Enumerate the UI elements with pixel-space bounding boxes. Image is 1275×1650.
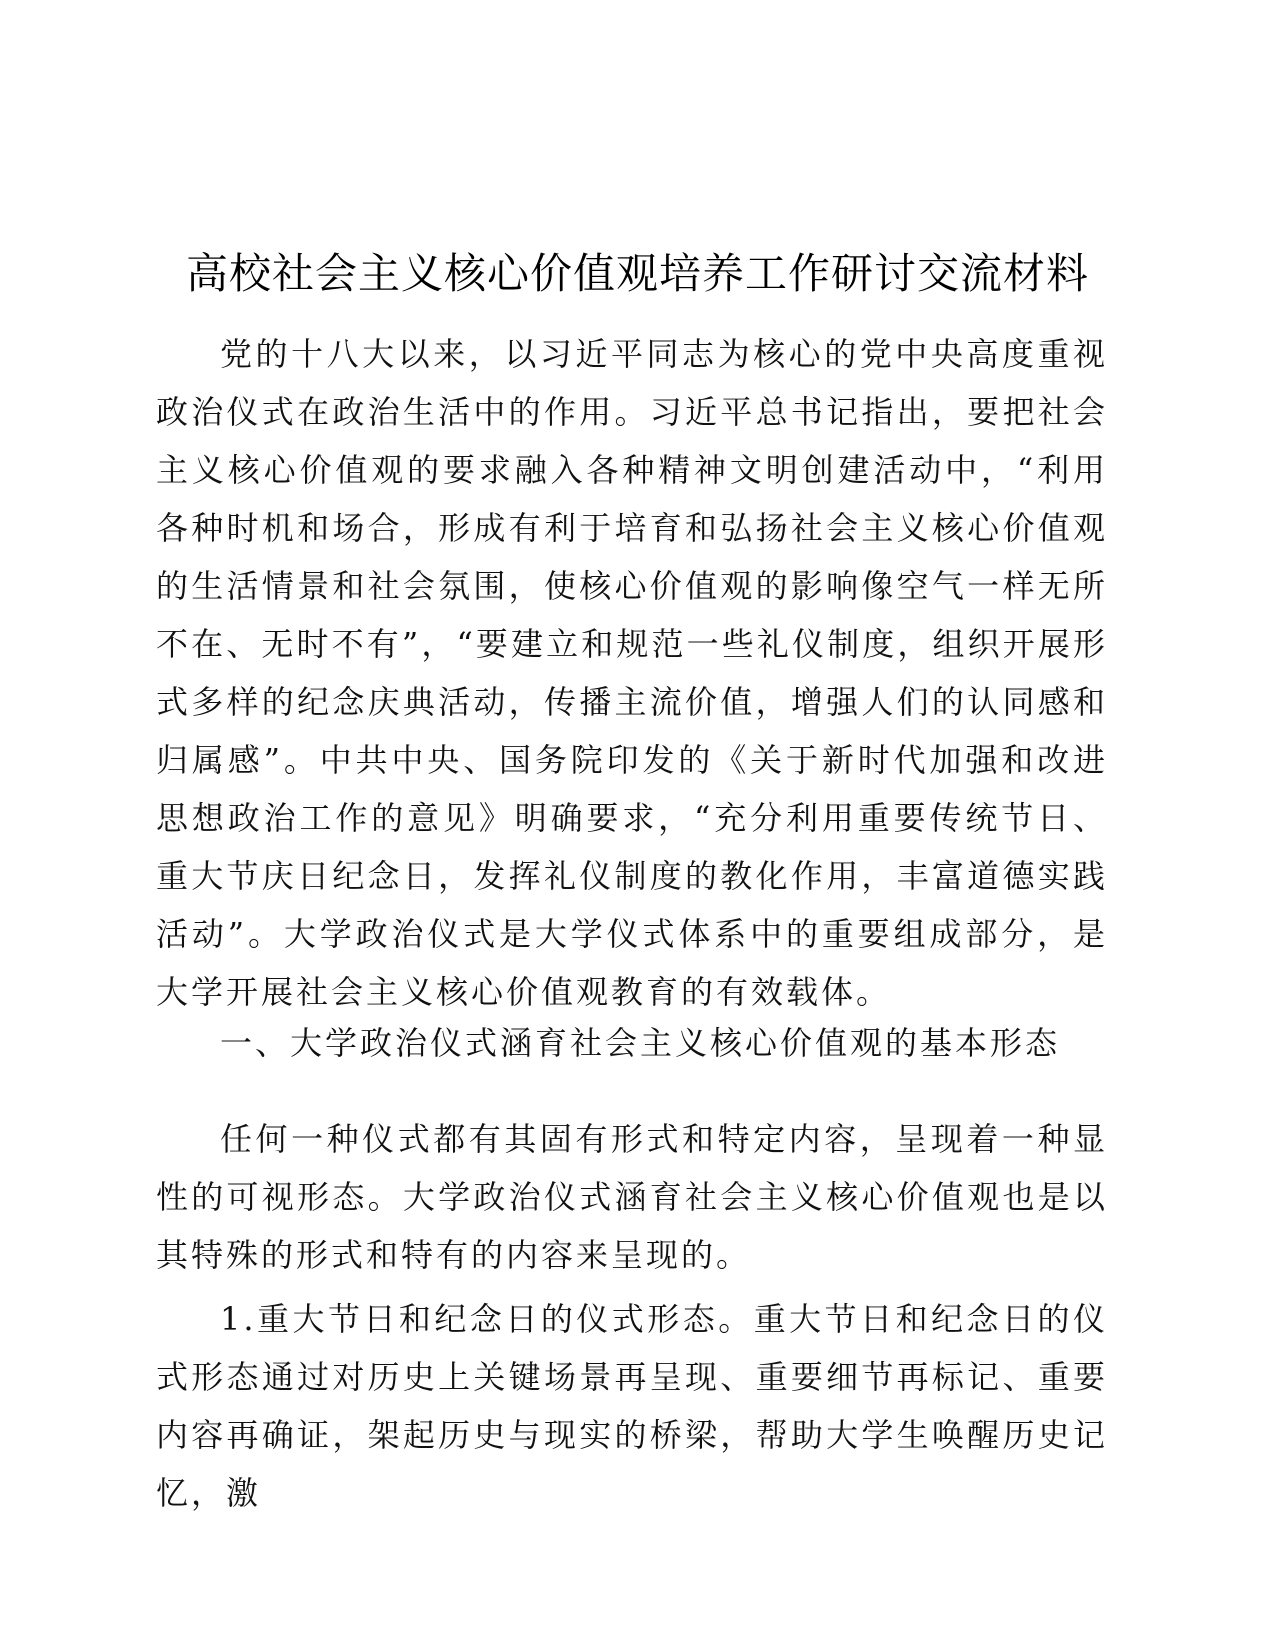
paragraph-forms: 任何一种仪式都有其固有形式和特定内容，呈现着一种显性的可视形态。大学政治仪式涵育社会主义核心价值观也是以其特殊的形式和特有的内容来呈现的。 (156, 1120, 1108, 1274)
document-title: 高校社会主义核心价值观培养工作研讨交流材料 (185, 249, 1089, 298)
paragraph-intro: 党的十八大以来，以习近平同志为核心的党中央高度重视政治仪式在政治生活中的作用。习近平总书记指出，要把社会主义核心价值观的要求融入各种精神文明创建活动中，“利用各种时机和场合，形成有利于培育和弘扬社会主义核心价值观的生活情景和社会氛围，使核心价值观的影响像空气一样无所不在、无时不有”，“要建立和规范一些礼仪制度，组织开展形式多样的纪念庆典活动，传播主流价值，增强人们的认同感和归属感”。中共中央、国务院印发的《关于新时代加强和改进思想政治工作的意见》明确要求，“充分利用重要传统节日、重大节庆日纪念日，发挥礼仪制度的教化作用，丰富道德实践活动”。大学政治仪式是大学仪式体系中的重要组成部分，是大学开展社会主义核心价值观教育的有效载体。 (156, 335, 1108, 1011)
paragraph-festival-forms: 1.重大节日和纪念日的仪式形态。重大节日和纪念日的仪式形态通过对历史上关键场景再呈现、重要细节再标记、重要内容再确证，架起历史与现实的桥梁，帮助大学生唤醒历史记忆，激 (156, 1300, 1108, 1512)
section-heading-1: 一、大学政治仪式涵育社会主义核心价值观的基本形态 (220, 1024, 1061, 1062)
